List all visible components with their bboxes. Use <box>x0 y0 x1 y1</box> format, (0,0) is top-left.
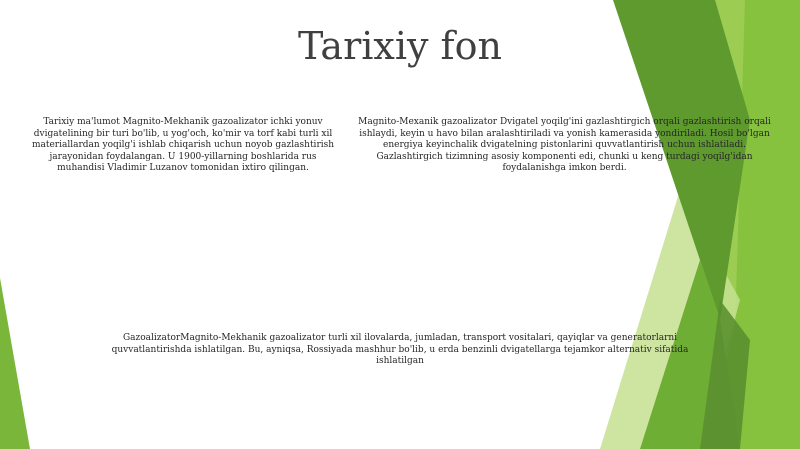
left-green-shard <box>0 278 30 449</box>
paragraph-historical-info: Tarixiy ma'lumot Magnito-Mekhanik gazoalizator ichki yonuv dvigatelining bir turi bo'lib, u yog'och, ko'mir va torf kabi turli xil materiallardan yoqilg'i ishlab chiqarish uchun noyob gazlashtirish jarayonidan foydalangan. U 1900-yillarning boshlarida rus muhandisi Vladimir Luzanov tomonidan ixtiro qilingan. <box>31 117 335 173</box>
paragraph-engine-operation: Magnito-Mexanik gazoalizator Dvigatel yoqilg'ini gazlashtirgich orqali gazlashtirish orqali ishlaydi, keyin u havo bilan aralashtiriladi va yonish kamerasida yondiriladi. Hosil bo'lgan energiya keyinchalik dvigatelning pistonlarini quvvatlantirish uchun ishlatiladi. Gazlashtirgich tizimning asosiy komponenti edi, chunki u keng turdagi yoqilg'idan foydalanishga imkon berdi. <box>358 117 771 173</box>
slide-title: Tarixiy fon <box>298 24 502 68</box>
paragraph-applications: GazoalizatorMagnito-Mekhanik gazoalizator turli xil ilovalarda, jumladan, transport vositalari, qayiqlar va generatorlarni quvvatlantirishda ishlatilgan. Bu, ayniqsa, Rossiyada mashhur bo'lib, u erda benzinli dvigatellarga tejamkor alternativ sifatida ishlatilgan <box>111 333 689 366</box>
